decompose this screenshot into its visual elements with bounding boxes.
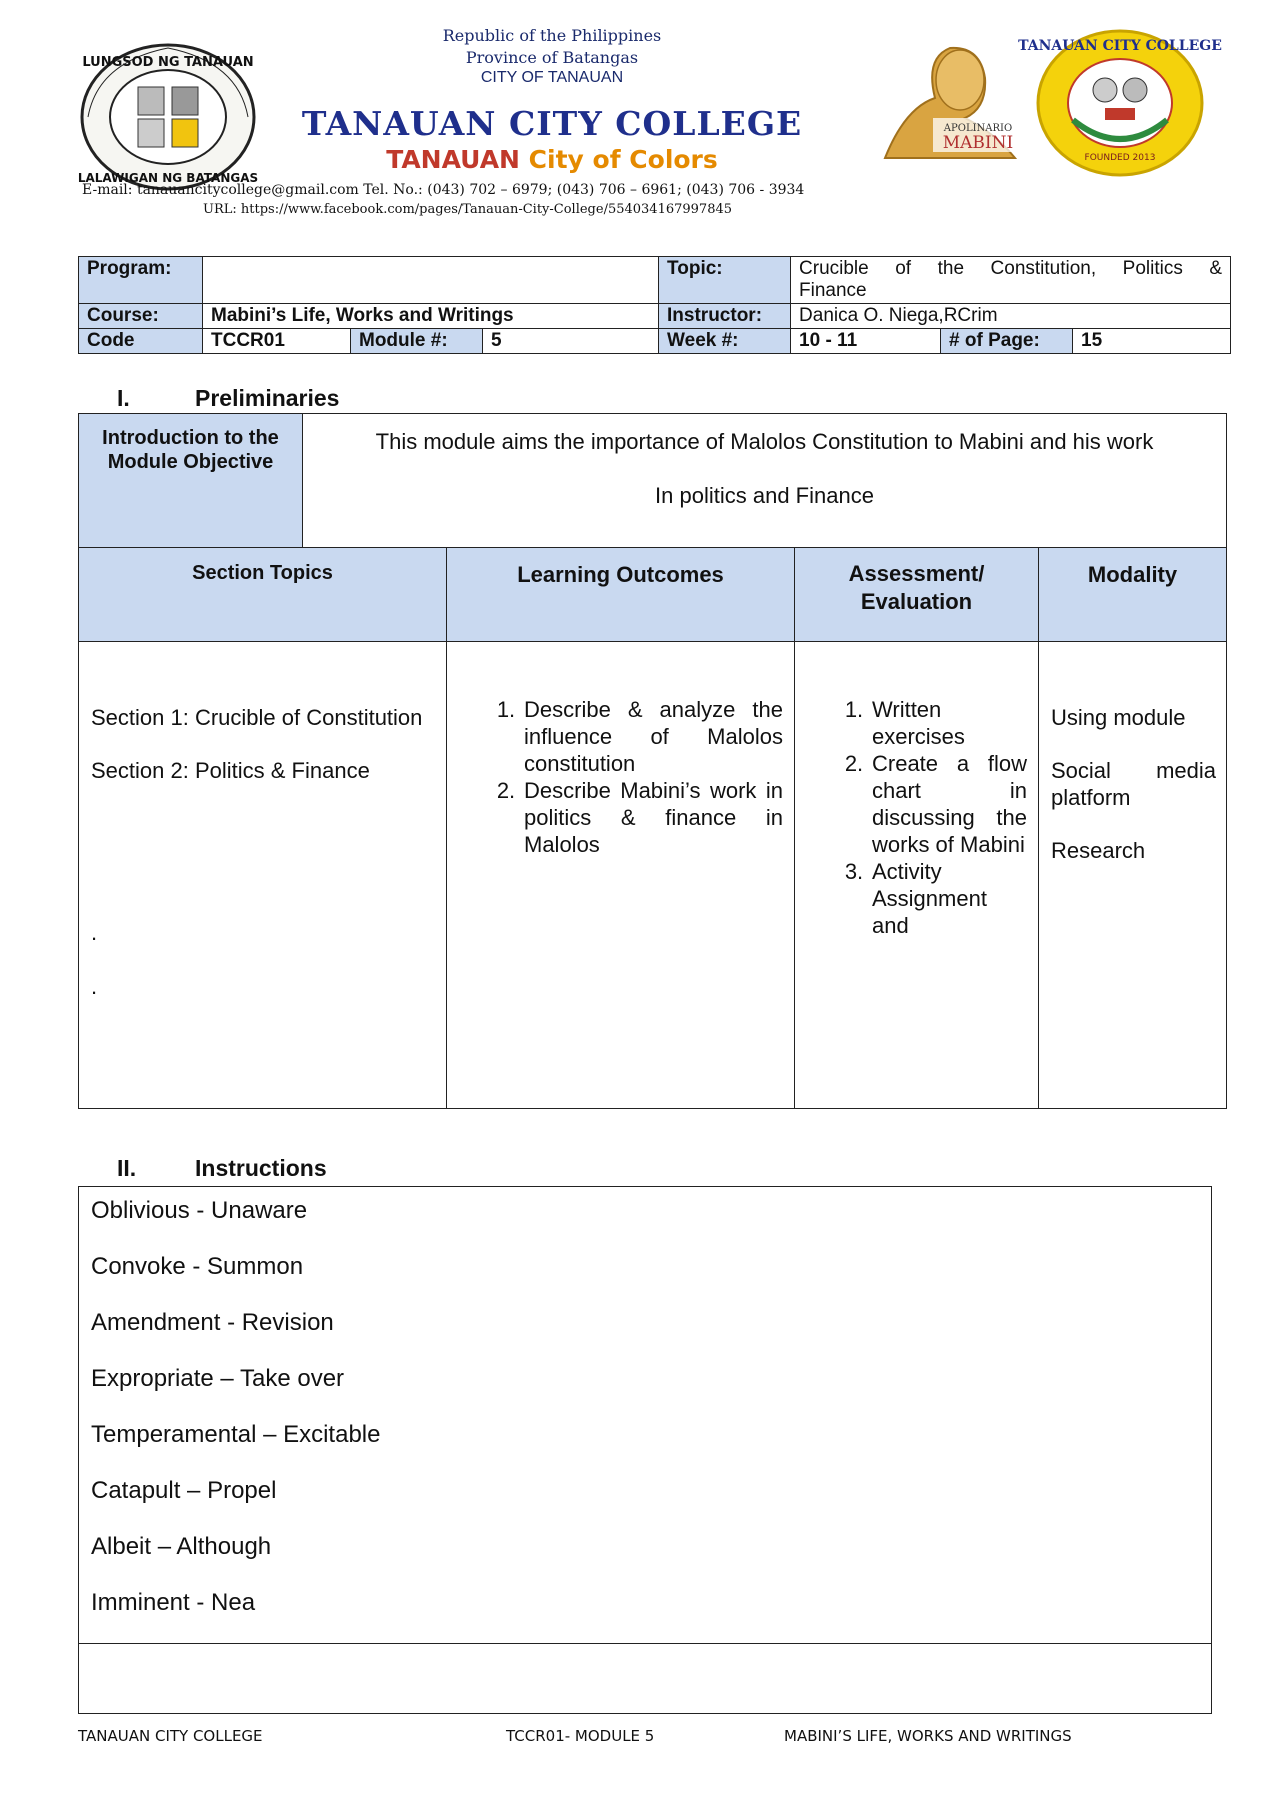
college-name: TANAUAN CITY COLLEGE [301, 104, 803, 143]
header-assessment: Assessment/ Evaluation [795, 548, 1039, 642]
outcomes-list [448, 696, 793, 858]
instructions-empty-cell [79, 1644, 1212, 1714]
program-label: Program: [79, 257, 203, 304]
svg-text:TANAUAN CITY COLLEGE: TANAUAN CITY COLLEGE [1018, 38, 1222, 54]
topic-value-line1: Crucible of the Constitution, Politics & [799, 258, 1223, 279]
assessment-item [796, 696, 1027, 750]
footer-right: MABINI’S LIFE, WORKS AND WRITINGS [784, 1727, 1072, 1745]
code-value: TCCR01 [203, 329, 351, 354]
vocabulary-item: Temperamental – Excitable [91, 1421, 381, 1448]
section-2-title: Instructions [195, 1155, 327, 1181]
outcome-text: Describe Mabini’s work in politics & finance in Malolos [524, 778, 783, 857]
instructions-words-row [79, 1187, 1212, 1644]
vocabulary-item: Convoke - Summon [91, 1253, 304, 1280]
topic-section-2: Section 2: Politics & Finance [91, 758, 370, 783]
modality-item: Social media platform [1051, 758, 1217, 810]
section-1-number: I. [117, 385, 130, 411]
program-row [79, 257, 1231, 304]
header-url: URL: https://www.facebook.com/pages/Tanauan-City-College/554034167997845 [203, 202, 733, 217]
svg-text:LUNGSOD NG TANAUAN: LUNGSOD NG TANAUAN [82, 55, 254, 70]
assessment-list [796, 696, 1037, 939]
vocabulary-item: Imminent - Nea [91, 1589, 256, 1616]
assessment-number: 1. [844, 697, 864, 722]
prelim-header-row [79, 548, 1227, 642]
college-seal-logo [1018, 28, 1222, 178]
preliminaries-table [78, 413, 1227, 1109]
footer-left: TANAUAN CITY COLLEGE [78, 1727, 263, 1745]
week-value: 10 - 11 [791, 329, 941, 354]
code-row [79, 329, 1231, 354]
header-city: CITY OF TANAUAN [480, 69, 624, 86]
topic-label: Topic: [659, 257, 791, 304]
learning-outcomes-cell [447, 642, 795, 1109]
header-province: Province of Batangas [465, 48, 639, 67]
section-2-number: II. [117, 1155, 137, 1181]
modality-item: Research [1051, 838, 1146, 863]
tagline-part1: TANAUAN [386, 145, 529, 174]
vocabulary-item: Catapult – Propel [91, 1477, 277, 1504]
assessment-text: Create a flow chart in discussing the works of Mabini [872, 751, 1027, 857]
prelim-content-row [79, 642, 1227, 1109]
topic-section-1: Section 1: Crucible of Constitution [91, 705, 423, 730]
instructor-label: Instructor: [659, 304, 791, 329]
topic-value-line2: Finance [799, 280, 867, 301]
assessment-number: 2. [844, 751, 864, 776]
assessment-cell [795, 642, 1039, 1109]
instructor-value: Danica O. Niega,RCrim [791, 304, 1231, 329]
footer-center: TCCR01- MODULE 5 [506, 1727, 655, 1745]
course-value: Mabini’s Life, Works and Writings [203, 304, 659, 329]
intro-line2: In politics and Finance [655, 483, 874, 508]
vocabulary-list [79, 1187, 1212, 1644]
header-republic: Republic of the Philippines [442, 26, 662, 45]
assessment-text: Written exercises [872, 697, 965, 749]
section-1-title: Preliminaries [195, 385, 340, 411]
code-label: Code [79, 329, 203, 354]
tagline-part2: City of Colors [528, 145, 718, 174]
modality-item: Using module [1051, 705, 1186, 730]
city-seal-logo [78, 42, 258, 192]
outcome-text: Describe & analyze the influence of Malolos constitution [524, 697, 783, 776]
pages-label: # of Page: [941, 329, 1073, 354]
intro-label: Introduction to the Module Objective [79, 414, 303, 548]
modality-cell [1039, 642, 1227, 1109]
course-label: Course: [79, 304, 203, 329]
assessment-item [796, 750, 1027, 858]
intro-row [79, 414, 1227, 548]
outcome-item [448, 696, 783, 777]
topic-value [791, 257, 1231, 304]
portrait-caption-1: APOLINARIO [943, 123, 1013, 134]
course-info-table [78, 256, 1231, 354]
vocabulary-item: Albeit – Although [91, 1533, 272, 1560]
letterhead [0, 0, 1280, 230]
portrait-caption-2: MABINI [942, 133, 1014, 153]
outcome-number: 1. [496, 697, 516, 722]
svg-text:FOUNDED 2013: FOUNDED 2013 [1084, 153, 1156, 163]
module-label: Module #: [351, 329, 483, 354]
topic-dot-2: . [91, 974, 98, 999]
header-learning-outcomes: Learning Outcomes [447, 548, 795, 642]
topic-dot-1: . [91, 920, 98, 945]
svg-text:LALAWIGAN NG BATANGAS: LALAWIGAN NG BATANGAS [77, 171, 259, 185]
vocabulary-item: Expropriate – Take over [91, 1365, 345, 1392]
course-row [79, 304, 1231, 329]
header-contact: E-mail: tanauancitycollege@gmail.com Tel. No.: (043) 702 – 6979; (043) 706 – 6961; (043) 706 - 3934 [82, 182, 805, 198]
header-section-topics: Section Topics [79, 548, 447, 642]
pages-value: 15 [1073, 329, 1231, 354]
header-modality: Modality [1039, 548, 1227, 642]
vocabulary-item: Oblivious - Unaware [91, 1197, 308, 1224]
assessment-item [796, 858, 1027, 939]
assessment-number: 3. [844, 859, 864, 884]
vocabulary-item: Amendment - Revision [91, 1309, 334, 1336]
assessment-text: Activity Assignment and [872, 859, 987, 938]
intro-objective [303, 414, 1227, 548]
outcome-number: 2. [496, 778, 516, 803]
outcome-item [448, 777, 783, 858]
program-value [203, 257, 659, 304]
instructions-table [78, 1186, 1212, 1714]
section-topics-cell [79, 642, 447, 1109]
mabini-portrait-logo [845, 38, 1030, 168]
week-label: Week #: [659, 329, 791, 354]
intro-line1: This module aims the importance of Malolos Constitution to Mabini and his work [375, 429, 1154, 454]
college-tagline [272, 145, 832, 174]
module-value: 5 [483, 329, 659, 354]
instructions-empty-row [79, 1644, 1212, 1714]
